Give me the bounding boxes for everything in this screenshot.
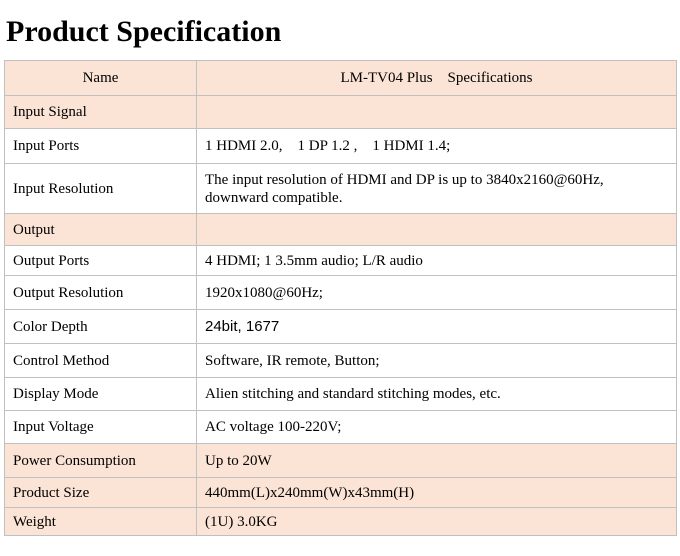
table-row xyxy=(5,164,677,214)
row-name: Output Ports xyxy=(5,246,197,276)
table-row xyxy=(5,214,677,246)
row-value: Alien stitching and standard stitching modes, etc. xyxy=(197,378,677,411)
row-value: AC voltage 100-220V; xyxy=(197,411,677,444)
specification-table xyxy=(4,60,677,536)
row-name: Output xyxy=(5,214,197,246)
row-name: Input Voltage xyxy=(5,411,197,444)
table-row xyxy=(5,246,677,276)
table-header-row xyxy=(5,61,677,96)
table-row xyxy=(5,344,677,378)
row-name: Input Resolution xyxy=(5,164,197,214)
row-value: 440mm(L)x240mm(W)x43mm(H) xyxy=(197,478,677,508)
row-name: Input Signal xyxy=(5,96,197,129)
table-row xyxy=(5,129,677,164)
row-value: (1U) 3.0KG xyxy=(197,508,677,536)
row-value: 1920x1080@60Hz; xyxy=(197,276,677,310)
row-name: Power Consumption xyxy=(5,444,197,478)
row-value: 4 HDMI; 1 3.5mm audio; L/R audio xyxy=(197,246,677,276)
table-row xyxy=(5,444,677,478)
row-value: 24bit, 1677 xyxy=(197,310,677,344)
table-row xyxy=(5,310,677,344)
header-spec: LM-TV04 Plus Specifications xyxy=(197,61,677,96)
table-row xyxy=(5,276,677,310)
row-name: Display Mode xyxy=(5,378,197,411)
row-value: Software, IR remote, Button; xyxy=(197,344,677,378)
row-name: Control Method xyxy=(5,344,197,378)
header-name: Name xyxy=(5,61,197,96)
table-row xyxy=(5,411,677,444)
row-value: Up to 20W xyxy=(197,444,677,478)
row-value xyxy=(197,96,677,129)
table-row xyxy=(5,378,677,411)
table-row xyxy=(5,96,677,129)
row-value xyxy=(197,214,677,246)
row-name: Output Resolution xyxy=(5,276,197,310)
row-value: The input resolution of HDMI and DP is up to 3840x2160@60Hz, downward compatible. xyxy=(197,164,677,214)
table-row xyxy=(5,478,677,508)
row-value: 1 HDMI 2.0, 1 DP 1.2 , 1 HDMI 1.4; xyxy=(197,129,677,164)
page-title: Product Specification xyxy=(6,15,282,48)
row-name: Input Ports xyxy=(5,129,197,164)
row-name: Weight xyxy=(5,508,197,536)
table-row xyxy=(5,508,677,536)
row-name: Color Depth xyxy=(5,310,197,344)
row-name: Product Size xyxy=(5,478,197,508)
